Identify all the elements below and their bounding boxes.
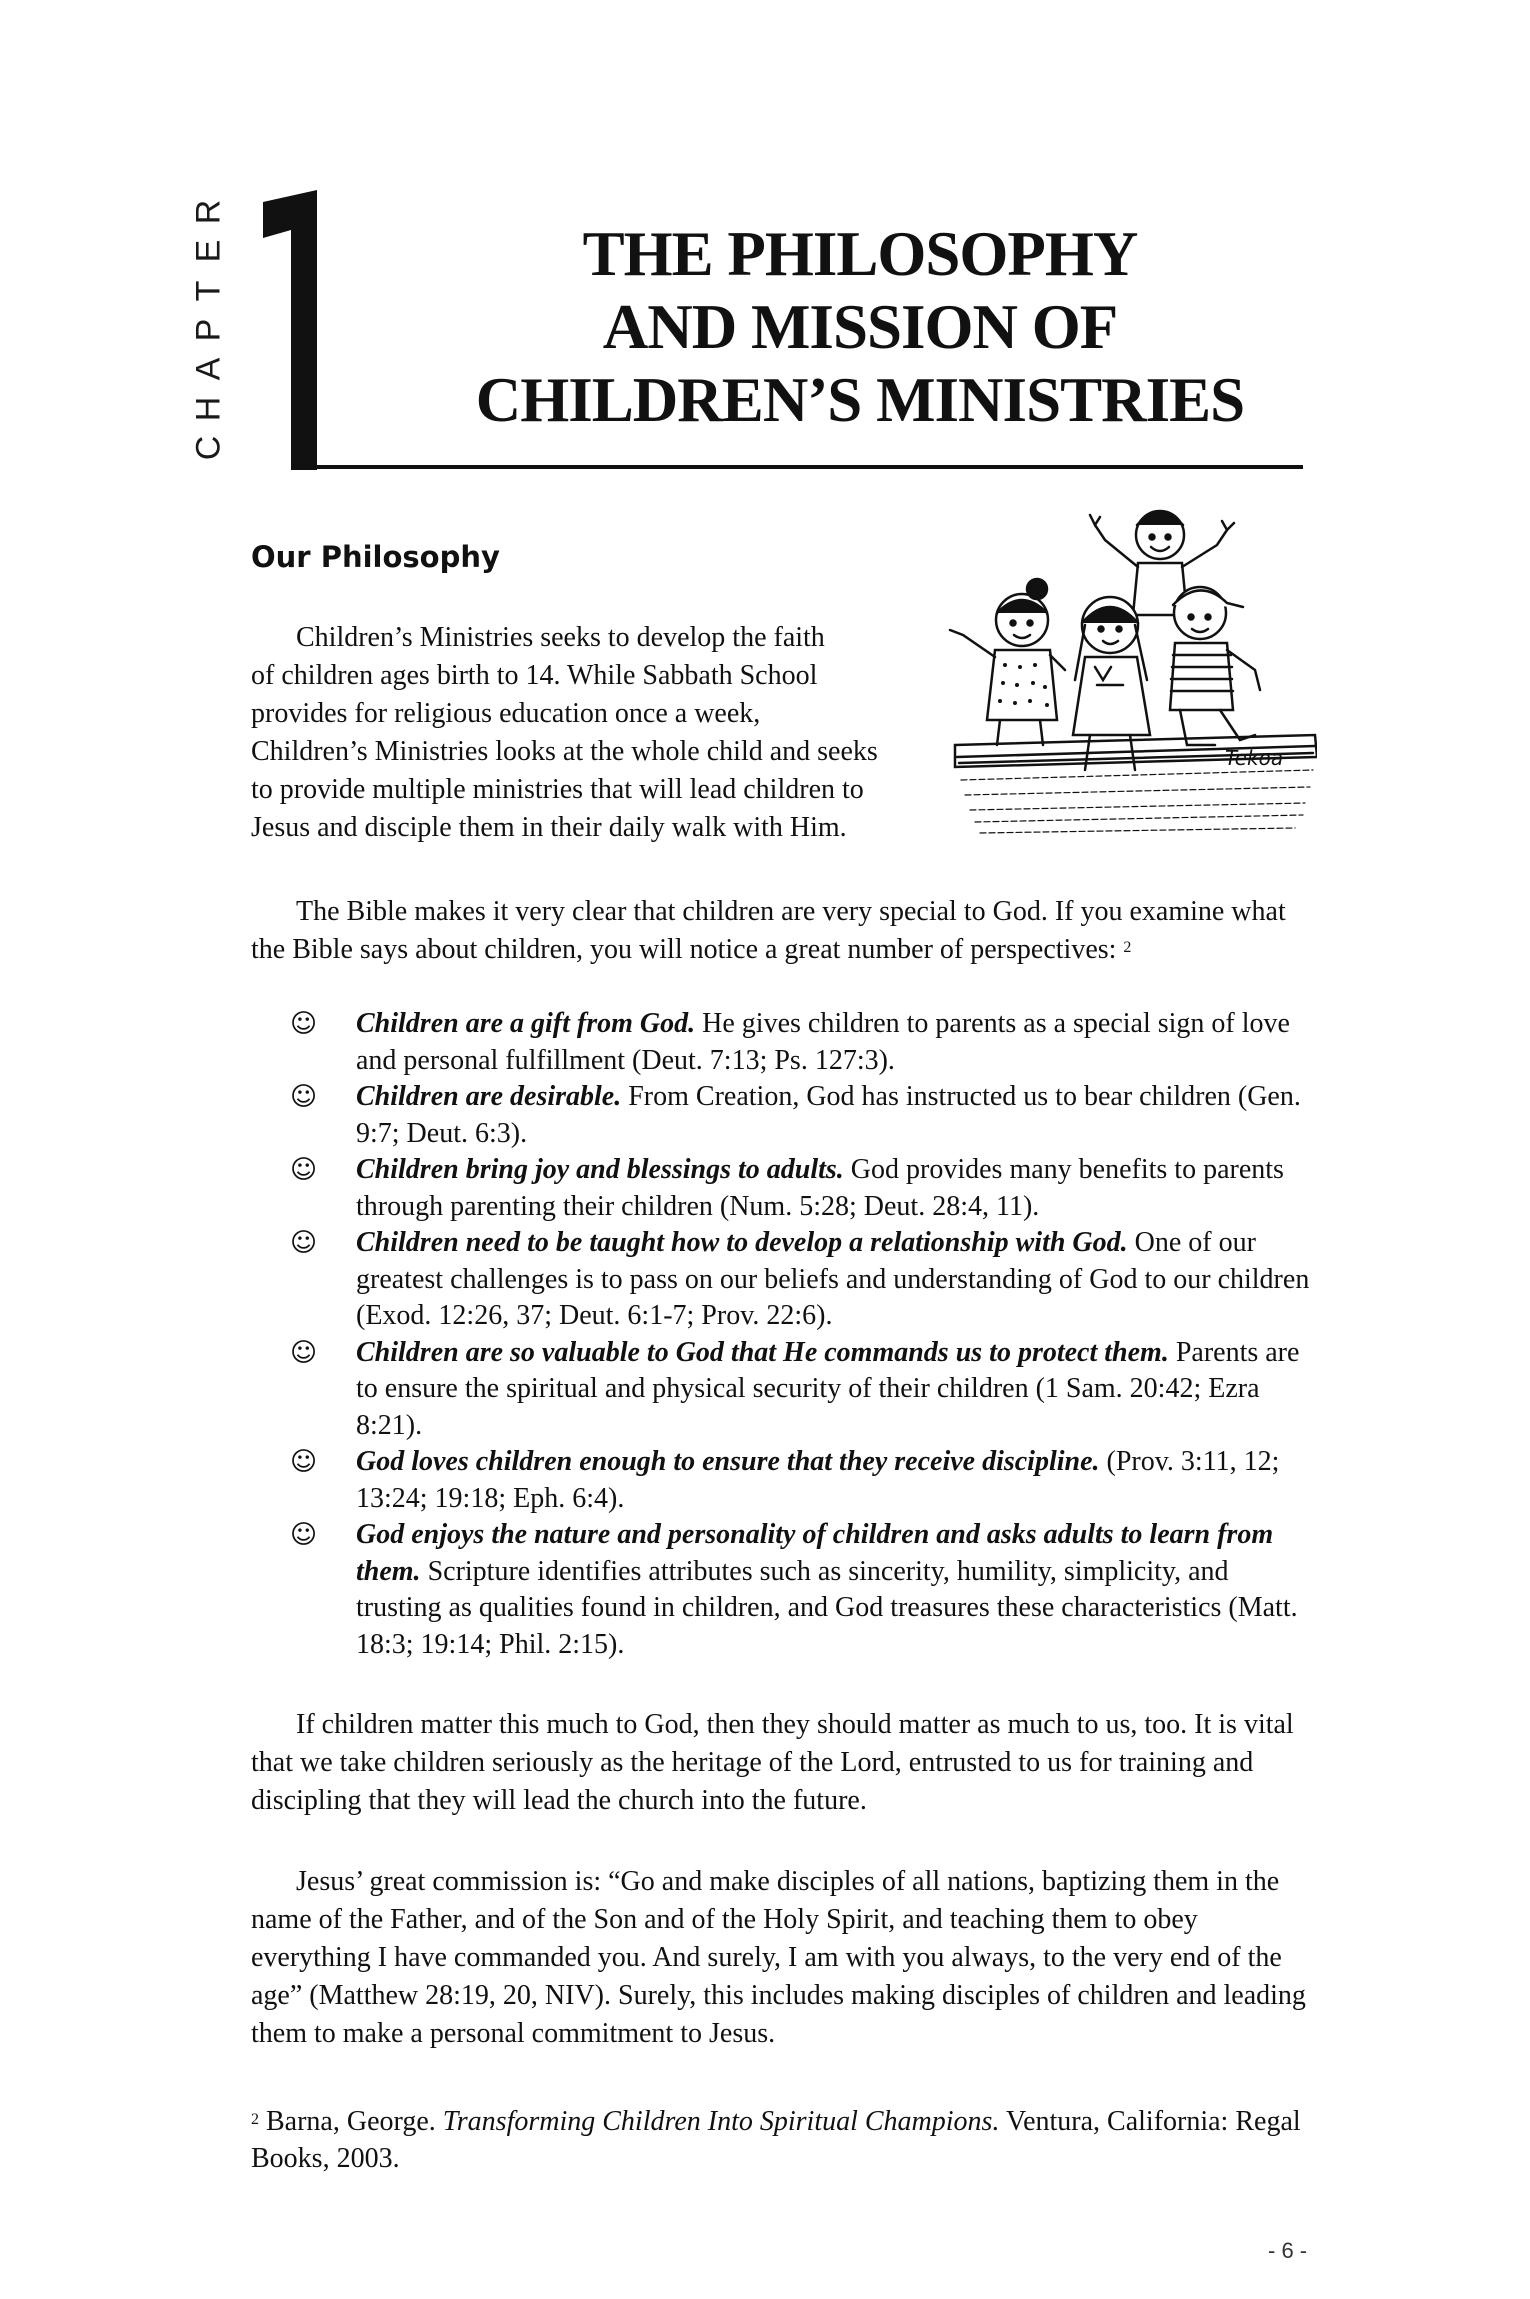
chapter-label: [186, 195, 231, 465]
list-item-text: Scripture identifies attributes such as sincerity, humility, simplicity, and trusting as qualities found in children, and God treasures these characteristics (Matt. 18:3; 19:14; Phil. 2:15).: [356, 1555, 1298, 1660]
intro-line: of children ages birth to 14. While Sabbath School: [251, 660, 818, 691]
smiley-icon: ☺: [290, 1447, 318, 1477]
list-item: [290, 1517, 1310, 1663]
list-item: [290, 1079, 1310, 1152]
footnote-author: Barna, George.: [259, 2106, 443, 2137]
list-item: [290, 1444, 1310, 1517]
footnote-ref: 2: [1123, 939, 1132, 956]
page-number: - 6 -: [1268, 2238, 1308, 2263]
list-item-text: He gives children to parents as a special sign of love and personal fulfillment (Deut. 7:13; Ps. 127:3).: [356, 1008, 1290, 1076]
list-item-text: Parents are to ensure the spiritual and physical security of their children (1 Sam. 20:42; Ezra 8:21).: [356, 1336, 1300, 1441]
list-item: [290, 1335, 1310, 1445]
chapter-letter: C: [189, 435, 228, 461]
list-item-lead: Children are a gift from God.: [356, 1008, 696, 1039]
intro-paragraph: [251, 619, 921, 847]
list-item-lead: Children are desirable.: [356, 1081, 622, 1112]
intro-line: provides for religious education once a week,: [251, 698, 761, 729]
smiley-icon: ☺: [290, 1009, 318, 1039]
list-item-lead: Children need to be taught how to develop a relationship with God.: [356, 1227, 1128, 1258]
chapter-title-line: CHILDREN’S MINISTRIES: [475, 365, 1245, 435]
list-item-lead: Children are so valuable to God that He commands us to protect them.: [356, 1336, 1169, 1368]
footnote-publisher: Ventura, California: Regal Books, 2003.: [251, 2106, 1301, 2174]
chapter-letter: T: [189, 280, 228, 302]
intro-line: Jesus and disciple them in their daily walk with Him.: [251, 812, 847, 843]
children-illustration: [925, 495, 1317, 840]
matter-paragraph: If children matter this much to God, then they should matter as much to us, too. It is vital that we take children seriously as the heritage of the Lord, entrusted to us for training and discipling that they will lead the church into the future.: [251, 1709, 1294, 1816]
chapter-letter: A: [189, 357, 228, 381]
list-item-text: One of our greatest challenges is to pass on our beliefs and understanding of God to our children (Exod. 12:26, 37; Deut. 6:1-7; Prov. 22:6).: [356, 1227, 1310, 1331]
footnote: [251, 2103, 1306, 2177]
list-item-lead: God loves children enough to ensure that they receive discipline.: [356, 1446, 1100, 1477]
chapter-rule: [300, 465, 1303, 469]
smiley-icon: ☺: [290, 1337, 318, 1368]
bible-paragraph-text: The Bible makes it very clear that children are very special to God. If you examine what the Bible says about children, you will notice a great number of perspectives:: [251, 896, 1286, 965]
intro-line: Children’s Ministries seeks to develop the faith: [296, 622, 825, 653]
list-item: [290, 1006, 1310, 1079]
commission-paragraph: Jesus’ great commission is: “Go and make disciples of all nations, baptizing them in the name of the Father, and of the Son and of the Holy Spirit, and teaching them to obey everything I have commanded you. And surely, I am with you always, to the very end of the age” (Matthew 28:19, 20, NIV). Surely, this includes making disciples of children and leading them to make a personal commitment to Jesus.: [251, 1866, 1306, 2049]
chapter-letter: P: [189, 318, 228, 342]
chapter-letter: H: [189, 396, 228, 421]
chapter-title-line: AND MISSION OF: [602, 292, 1118, 362]
chapter-letter: E: [189, 239, 228, 263]
list-item-text: (Prov. 3:11, 12; 13:24; 19:18; Eph. 6:4).: [356, 1446, 1280, 1514]
list-item-text: From Creation, God has instructed us to bear children (Gen. 9:7; Deut. 6:3).: [356, 1081, 1301, 1149]
chapter-title-line: THE PHILOSOPHY: [582, 219, 1138, 289]
bible-paragraph: [251, 893, 1306, 969]
smiley-icon: ☺: [290, 1228, 318, 1258]
list-item-lead: God enjoys the nature and personality of children and asks adults to learn from them.: [356, 1519, 1274, 1587]
intro-line: to provide multiple ministries that will lead children to: [251, 774, 864, 805]
footnote-title: Transforming Children Into Spiritual Champions.: [442, 2106, 1000, 2137]
smiley-icon: ☺: [290, 1520, 318, 1550]
section-heading: Our Philosophy: [251, 540, 500, 574]
list-item-text: God provides many benefits to parents through parenting their children (Num. 5:28; Deut. 28:4, 11).: [356, 1154, 1284, 1222]
intro-line: Children’s Ministries looks at the whole child and seeks: [251, 736, 878, 767]
chapter-title: [420, 218, 1300, 437]
list-item: [290, 1152, 1310, 1225]
list-item: [290, 1225, 1310, 1335]
list-item-lead: Children bring joy and blessings to adults.: [356, 1154, 844, 1185]
svg-text:Tekoa: Tekoa: [1225, 746, 1284, 770]
chapter-number: [255, 190, 335, 470]
smiley-icon: ☺: [290, 1082, 318, 1112]
chapter-letter: R: [189, 199, 228, 225]
footnote-number: 2: [251, 2111, 259, 2128]
smiley-icon: ☺: [290, 1155, 318, 1185]
perspective-list: [290, 1006, 1310, 1663]
